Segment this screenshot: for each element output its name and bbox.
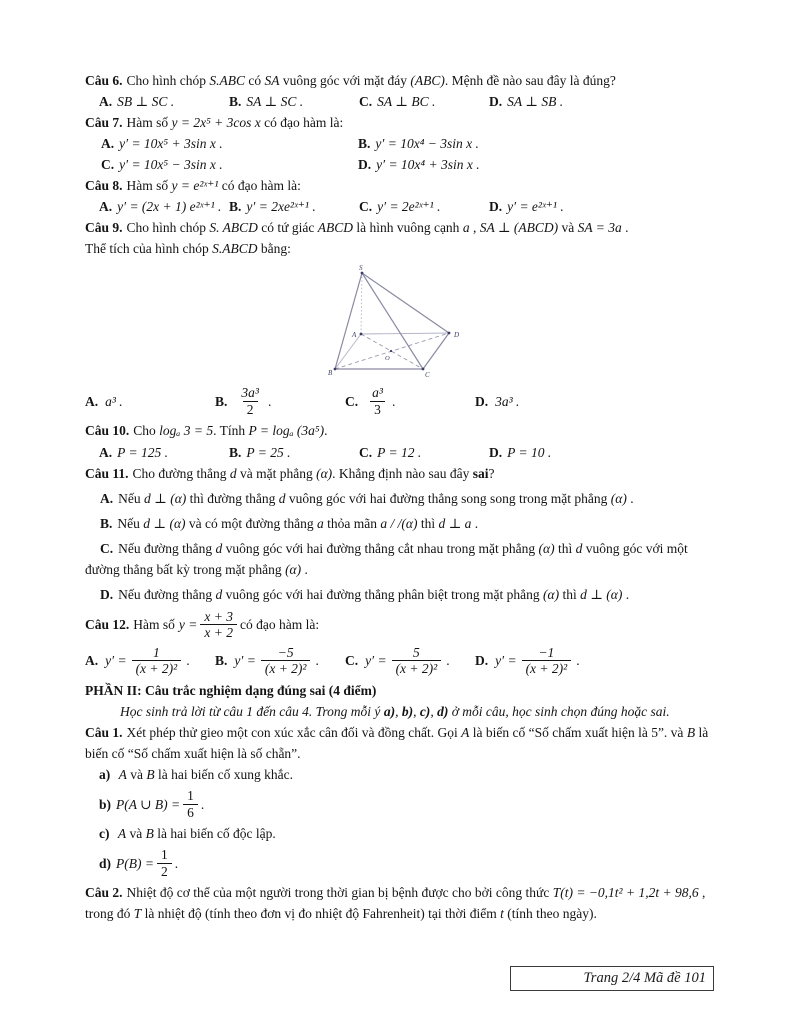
edge-SA: [361, 273, 362, 334]
fraction: $\frac{-1}{\text{(x + 2)²}}$: [522, 645, 572, 677]
question-10-label: Câu 10.: [85, 423, 130, 439]
question-8-options: [99, 196, 712, 217]
question-11-stem: Câu 11. Cho đường thẳng d và mặt phẳng (α). Khẳng định nào sau đây sai?: [85, 465, 495, 481]
question-8-label: Câu 8.: [85, 178, 123, 194]
diagonal-AC: [361, 334, 423, 369]
option-8d: D. y′ = e²ˣ⁺¹ .: [489, 199, 564, 215]
part2-question-1-stem: Câu 1. Xét phép thử gieo một con xúc xắc cân đối và đồng chất. Gọi A là biến cố “Số chấm xuất hiện là 5”. và B là biến cố “Số chấm xuất hiện là số chẵn”.: [85, 724, 709, 762]
option-7d: D. y′ = 10x⁴ + 3sin x .: [358, 157, 480, 173]
part2-title: PHẦN II: Câu trắc nghiệm dạng đúng sai (4 điểm): [85, 682, 377, 698]
option-10c: C. P = 12 .: [359, 444, 422, 460]
label-O: O: [385, 355, 390, 363]
page-footer-text: Trang 2/4 Mã đề 101: [583, 970, 706, 987]
option-12b: B. y′ = $\frac{-5}{\text{(x + 2)²}}$ .: [215, 644, 319, 677]
fraction: $\frac{\text{a³}}{3}$: [372, 385, 383, 417]
vertex-A: [360, 333, 363, 336]
question-8-stem: Câu 8. Hàm số y = e²ˣ⁺¹ có đạo hàm là:: [85, 178, 301, 194]
part2-q1-item-a: a) A và B là hai biến cố xung khắc.: [99, 767, 293, 783]
option-9c: C. $\frac{\text{a³}}{3}$ .: [345, 385, 396, 417]
option-12a: A. y′ = $\frac{1}{\text{(x + 2)²}}$ .: [85, 644, 190, 677]
option-7b: B. y′ = 10x⁴ − 3sin x .: [358, 136, 479, 152]
vertex-C: [422, 368, 425, 371]
option-12c: C. y′ = $\frac{5}{\text{(x + 2)²}}$ .: [345, 644, 450, 677]
fraction: $\frac{1}{\text{(x + 2)²}}$: [132, 645, 182, 677]
option-11c: C. Nếu đường thẳng d vuông góc với hai đường thẳng cắt nhau trong mặt phẳng (α) thì d vuông góc với một đường thẳng bất kỳ trong mặt phẳng (α) .: [85, 540, 688, 577]
question-9-options: [85, 385, 712, 417]
part2-q1-item-c: c) A và B là hai biến cố độc lập.: [99, 826, 276, 842]
question-9-stem-line2: Thể tích của hình chóp S.ABCD bằng:: [85, 241, 291, 257]
option-10a: A. P = 125 .: [99, 444, 168, 460]
option-12d: D. y′ = $\frac{-1}{\text{(x + 2)²}}$ .: [475, 644, 580, 677]
fraction: $\frac{1}{2}$: [157, 847, 172, 879]
edge-SD: [362, 273, 449, 333]
page-footer: [510, 966, 714, 991]
part2-q1-item-d: d) P(B) = $\frac{1}{2}$ .: [99, 847, 179, 879]
part2-instruction: Học sinh trả lời từ câu 1 đến câu 4. Trong mỗi ý a), b), c), d) ở mỗi câu, học sinh chọn đúng hoặc sai.: [120, 703, 670, 719]
fraction: $\frac{x + 3}{x + 2}$: [200, 609, 237, 641]
question-9-label: Câu 9.: [85, 220, 123, 236]
question-6-options: [99, 91, 712, 112]
label-C: C: [425, 371, 430, 380]
label-D: D: [454, 331, 460, 340]
label-S: S: [359, 264, 363, 273]
option-10d: D. P = 10 .: [489, 444, 552, 460]
edge-SB: [335, 273, 362, 369]
option-6b: B. SA ⊥ SC .: [229, 94, 304, 110]
question-10-stem: Câu 10. Cho logₐ 3 = 5. Tính P = logₐ (3a⁵).: [85, 423, 328, 439]
option-11b: B. Nếu d ⊥ (α) và có một đường thẳng a thỏa mãn a / /(α) thì d ⊥ a .: [100, 515, 479, 531]
question-7-options: [101, 133, 712, 175]
option-10b: B. P = 25 .: [229, 444, 291, 460]
option-8b: B. y′ = 2xe²ˣ⁺¹ .: [229, 199, 316, 215]
vertex-O: [390, 350, 392, 352]
option-8a: A. y′ = (2x + 1) e²ˣ⁺¹ .: [99, 199, 222, 215]
fraction: $\frac{5}{\text{(x + 2)²}}$: [392, 645, 442, 677]
label-A: A: [352, 331, 357, 340]
vertex-D: [448, 332, 451, 335]
edge-AD: [361, 333, 449, 334]
pyramid-figure: [328, 261, 465, 381]
option-9d: D. 3a³ .: [475, 393, 520, 409]
question-12-label: Câu 12.: [85, 617, 130, 633]
question-7-label: Câu 7.: [85, 115, 123, 131]
part2-question-2-label: Câu 2.: [85, 885, 123, 901]
option-6d: D. SA ⊥ SB .: [489, 94, 564, 110]
question-7-stem: Câu 7. Hàm số y = 2x⁵ + 3cos x có đạo hàm là:: [85, 115, 344, 131]
option-11a: A. Nếu d ⊥ (α) thì đường thẳng d vuông góc với hai đường thẳng song song trong mặt phẳng (α) .: [100, 490, 634, 506]
edge-AB: [335, 334, 361, 369]
part2-q1-item-b: b) P(A ∪ B) = $\frac{1}{6}$ .: [99, 788, 205, 820]
part2-question-1-label: Câu 1.: [85, 724, 123, 740]
option-9b: B. $\frac{\text{3a³}}{2}$ .: [215, 385, 272, 417]
question-12-options: [85, 645, 712, 677]
part2-question-2-stem: Câu 2. Nhiệt độ cơ thể của một người trong thời gian bị bệnh được cho bởi công thức T(t) = −0,1t² + 1,2t + 98,6 , trong đó T là nhiệt độ (tính theo đơn vị đo nhiệt độ Fahrenheit) tại thời điểm t (tính theo ngày).: [85, 885, 706, 922]
label-B: B: [328, 369, 333, 378]
edge-SC: [362, 273, 423, 369]
question-10-options: [99, 442, 712, 463]
fraction: $\frac{\text{3a³}}{2}$: [241, 385, 259, 417]
question-11-label: Câu 11.: [85, 465, 129, 481]
option-8c: C. y′ = 2e²ˣ⁺¹ .: [359, 199, 441, 215]
question-6-stem: Câu 6. Cho hình chóp S.ABC có SA vuông góc với mặt đáy (ABC). Mệnh đề nào sau đây là đúng?: [85, 73, 616, 88]
edge-CD: [423, 333, 449, 369]
option-7a: A. y′ = 10x⁵ + 3sin x .: [101, 136, 223, 152]
option-9a: A. a³ .: [85, 393, 123, 409]
fraction: $\frac{-5}{\text{(x + 2)²}}$: [261, 645, 311, 677]
figure-container: [85, 261, 712, 381]
question-12-stem: Câu 12. Hàm số y = $\frac{x + 3}{x + 2}$ có đạo hàm là:: [85, 608, 320, 641]
option-6a: A. SB ⊥ SC .: [99, 94, 175, 110]
question-9-stem: Câu 9. Cho hình chóp S. ABCD có tứ giác ABCD là hình vuông cạnh a , SA ⊥ (ABCD) và SA = 3a .: [85, 220, 629, 236]
question-6-label: Câu 6.: [85, 73, 123, 88]
fraction: $\frac{1}{6}$: [183, 788, 198, 820]
option-6c: C. SA ⊥ BC .: [359, 94, 436, 110]
vertex-B: [334, 368, 337, 371]
option-11d: D. Nếu đường thẳng d vuông góc với hai đường thẳng phân biệt trong mặt phẳng (α) thì d ⊥ (α) .: [100, 586, 630, 602]
vertex-S: [361, 272, 364, 275]
option-7c: C. y′ = 10x⁵ − 3sin x .: [101, 157, 223, 173]
